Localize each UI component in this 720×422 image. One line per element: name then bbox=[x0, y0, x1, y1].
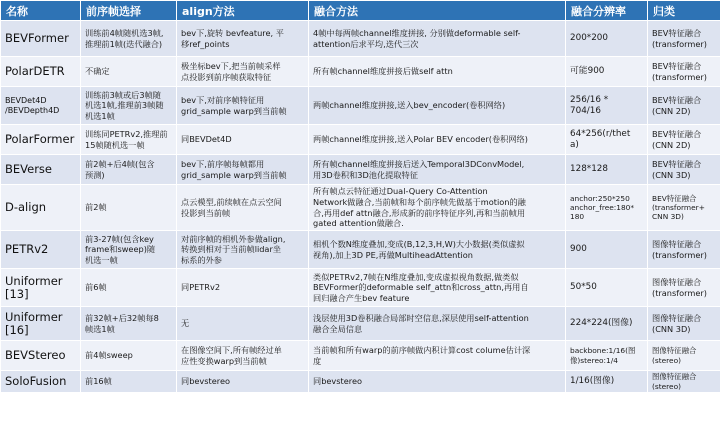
cell-resolution: 1/16(图像) bbox=[566, 371, 648, 393]
cell-fusion: 4帧中每两帧channel维度拼接, 分别做deformable self- attention后求平均,迭代三次 bbox=[309, 21, 566, 57]
table-row bbox=[1, 21, 720, 57]
cell-frames: 前6帧 bbox=[81, 269, 177, 307]
table-header-row bbox=[1, 1, 720, 21]
cell-align: bev下,前序帧每帧都用 grid_sample warp到当前帧 bbox=[177, 155, 309, 185]
cell-name: PolarDETR bbox=[1, 57, 81, 87]
table-row bbox=[1, 307, 720, 341]
table-row bbox=[1, 231, 720, 269]
cell-name: PETRv2 bbox=[1, 231, 81, 269]
cell-resolution: 可能900 bbox=[566, 57, 648, 87]
table-row bbox=[1, 87, 720, 125]
cell-align: 无 bbox=[177, 307, 309, 341]
table-row bbox=[1, 269, 720, 307]
cell-category: BEV特征融合 (CNN 2D) bbox=[648, 125, 720, 155]
cell-align: 点云模型,前续帧在点云空间 投影到当前帧 bbox=[177, 185, 309, 231]
cell-align: 同BEVDet4D bbox=[177, 125, 309, 155]
cell-name: Uniformer [16] bbox=[1, 307, 81, 341]
cell-frames: 前2帧 bbox=[81, 185, 177, 231]
cell-fusion: 所有帧channel维度拼接后做self attn bbox=[309, 57, 566, 87]
table-row bbox=[1, 341, 720, 371]
cell-category: 图像特征融合 (stereo) bbox=[648, 371, 720, 393]
cell-name: BEVerse bbox=[1, 155, 81, 185]
cell-frames: 训练同PETRv2,推理前 15帧随机选一帧 bbox=[81, 125, 177, 155]
cell-fusion: 两帧channel维度拼接,送入bev_encoder(卷积网络) bbox=[309, 87, 566, 125]
cell-fusion: 类似PETRv2,7帧在N维度叠加,变成虚拟视角数据,做类似 BEVFormer的deformable self_attn和cross_attn,再用自 回归融合产生bev feature bbox=[309, 269, 566, 307]
cell-name: BEVDet4D /BEVDepth4D bbox=[1, 87, 81, 125]
cell-frames: 前3-27帧(包含key frame和sweep)随 机选一帧 bbox=[81, 231, 177, 269]
table-row bbox=[1, 185, 720, 231]
cell-category: BEV特征融合 (CNN 2D) bbox=[648, 87, 720, 125]
cell-frames: 训练前4帧随机选3帧, 推理前1帧(迭代融合) bbox=[81, 21, 177, 57]
cell-resolution: 900 bbox=[566, 231, 648, 269]
table-row bbox=[1, 57, 720, 87]
cell-fusion: 相机个数N维度叠加,变成(B,12,3,H,W)大小数据(类似虚拟 视角),加上3D PE,再做MultiheadAttention bbox=[309, 231, 566, 269]
cell-resolution: 256/16 * 704/16 bbox=[566, 87, 648, 125]
cell-resolution: 128*128 bbox=[566, 155, 648, 185]
table-row bbox=[1, 371, 720, 393]
table-row bbox=[1, 155, 720, 185]
header-fusion-method: 融合方法 bbox=[309, 1, 566, 21]
header-frame-selection: 前序帧选择 bbox=[81, 1, 177, 21]
cell-resolution: 50*50 bbox=[566, 269, 648, 307]
cell-name: PolarFormer bbox=[1, 125, 81, 155]
cell-category: 图像特征融合 (stereo) bbox=[648, 341, 720, 371]
cell-align: 在图像空间下,所有帧经过单 应性变换warp到当前帧 bbox=[177, 341, 309, 371]
cell-category: BEV特征融合 (transformer+ CNN 3D) bbox=[648, 185, 720, 231]
cell-align: 同bevstereo bbox=[177, 371, 309, 393]
cell-fusion: 所有帧channel维度拼接后送入Temporal3DConvModel, 用3D卷积和3D池化提取特征 bbox=[309, 155, 566, 185]
header-name: 名称 bbox=[1, 1, 81, 21]
cell-fusion: 浅层使用3D卷积融合局部时空信息,深层使用self-attention 融合全局信息 bbox=[309, 307, 566, 341]
cell-category: BEV特征融合 (transformer) bbox=[648, 57, 720, 87]
cell-fusion: 同bevstereo bbox=[309, 371, 566, 393]
header-fusion-resolution: 融合分辨率 bbox=[566, 1, 648, 21]
table-row bbox=[1, 125, 720, 155]
cell-frames: 训练前3帧或后3帧随 机选1帧,推理前3帧随 机选1帧 bbox=[81, 87, 177, 125]
cell-fusion: 所有帧点云特征通过Dual-Query Co-Attention Network做融合,当前帧和每个前序帧先做基于motion的融 合,再用def attn融合,形成新的前序特征序列,再和当前帧用 gated attention做融合. bbox=[309, 185, 566, 231]
cell-frames: 前32帧+后32帧每8 帧选1帧 bbox=[81, 307, 177, 341]
cell-fusion: 当前帧和所有warp的前序帧做内积计算cost colume估计深 度 bbox=[309, 341, 566, 371]
cell-frames: 不确定 bbox=[81, 57, 177, 87]
cell-resolution: backbone:1/16(图 像)stereo:1/4 bbox=[566, 341, 648, 371]
cell-frames: 前2帧+后4帧(包含 预测) bbox=[81, 155, 177, 185]
cell-align: 极坐标bev下,把当前帧采样 点投影到前序帧获取特征 bbox=[177, 57, 309, 87]
cell-resolution: anchor:250*250 anchor_free:180* 180 bbox=[566, 185, 648, 231]
cell-name: Uniformer [13] bbox=[1, 269, 81, 307]
cell-name: D-align bbox=[1, 185, 81, 231]
cell-frames: 前4帧sweep bbox=[81, 341, 177, 371]
cell-category: 图像特征融合 (CNN 3D) bbox=[648, 307, 720, 341]
cell-category: BEV特征融合 (transformer) bbox=[648, 21, 720, 57]
cell-resolution: 200*200 bbox=[566, 21, 648, 57]
cell-name: SoloFusion bbox=[1, 371, 81, 393]
cell-align: bev下,对前序帧特征用 grid_sample warp到当前帧 bbox=[177, 87, 309, 125]
cell-name: BEVStereo bbox=[1, 341, 81, 371]
cell-name: BEVFormer bbox=[1, 21, 81, 57]
cell-frames: 前16帧 bbox=[81, 371, 177, 393]
cell-category: BEV特征融合 (CNN 3D) bbox=[648, 155, 720, 185]
cell-align: 对前序帧的相机外参做align, 转换到相对于当前帧lidar坐 标系的外参 bbox=[177, 231, 309, 269]
cell-align: bev下,旋转 bevfeature, 平 移ref_points bbox=[177, 21, 309, 57]
cell-resolution: 64*256(r/thet a) bbox=[566, 125, 648, 155]
header-align-method: align方法 bbox=[177, 1, 309, 21]
cell-category: 图像特征融合 (transformer) bbox=[648, 269, 720, 307]
cell-align: 同PETRv2 bbox=[177, 269, 309, 307]
cell-fusion: 两帧channel维度拼接,送入Polar BEV encoder(卷积网络) bbox=[309, 125, 566, 155]
cell-resolution: 224*224(图像) bbox=[566, 307, 648, 341]
cell-category: 图像特征融合 (transformer) bbox=[648, 231, 720, 269]
header-category: 归类 bbox=[648, 1, 720, 21]
